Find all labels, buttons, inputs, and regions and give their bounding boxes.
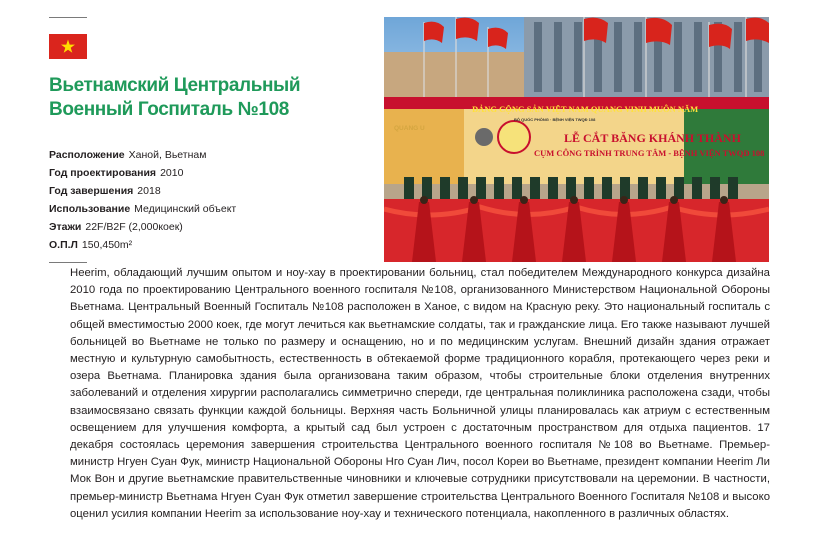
spec-value: Ханой, Вьетнам bbox=[128, 149, 207, 161]
title-line-1: Вьетнамский Центральный bbox=[49, 75, 301, 96]
spec-label: Этажи bbox=[49, 221, 82, 233]
spec-value: Медицинский объект bbox=[134, 203, 237, 215]
project-description: Heerim, обладающий лучшим опытом и ноу-хау в проектировании больниц, стал победителем Международного конкурса дизайна 2010 года по проектированию Центрального военного госпиталя №108, организованного Министерством Национальной Обороны Вьетнама. Центральный Военный Госпиталь №108 расположен в Ханое, с видом на Красную реку. Это национальный госпиталь с общей вместимостью 2000 коек, где могут лечиться как вьетнамские солдаты, так и гражданские лица. Его также называют лучшей больницей во Вьетнаме не только по размеру и оснащению, но и по медицинским услугам. Внешний дизайн здания отражает местную и культурную самобытность, естественность в обтекаемой форме традиционного корабля, протекающего через реки и озера Вьетнама. Планировка здания была организована таким образом, чтобы строительные блоки отделения внутренних заболеваний и отделения хирургии располагались симметрично спереди, где центральная поликлиника расположена сзади, чтобы взаимосвязано связать функции каждой больницы. Верхняя часть Больничной улицы планировалась как атриум с естественным освещением для улучшения комфорта, а крытый сад был устроен с достаточным пространством для отдыха пациентов. 17 декабря состоялась церемония завершения строительства Центрального военного госпиталя №108 во Вьетнаме. Премьер-министр Нгуен Суан Фук, министр Национальной Обороны Нго Суан Лич, посол Кореи во Вьетнаме, президент компании Heerim Ли Мок Вон и другие вьетнамские правительственные чиновники и ключевые сотрудники присутствовали на церемонии. В частности, премьер-министр Вьетнама Нгуен Суан Фук отметил завершение строительства Центрального Военного Госпиталя №108 и высоко оценил усилия компании Heerim за использование ноу-хау и технического потенциала, накопленного в различных областях. bbox=[70, 267, 770, 520]
banner-sub-text: CỤM CÔNG TRÌNH TRUNG TÂM - BỆNH VIỆN TWQĐ 108 bbox=[534, 148, 765, 158]
spec-value: 22F/B2F (2,000коек) bbox=[85, 221, 183, 233]
ceremony-photo bbox=[384, 17, 769, 262]
vietnam-flag-icon bbox=[49, 34, 87, 59]
spec-label: Расположение bbox=[49, 149, 125, 161]
spec-location bbox=[49, 146, 349, 164]
spec-value: 150,450m² bbox=[81, 239, 133, 251]
spec-design-year bbox=[49, 164, 349, 182]
page-title bbox=[49, 74, 349, 122]
banner-main-text: LỄ CẮT BĂNG KHÁNH THÀNH bbox=[564, 131, 741, 145]
banner-top-text: ĐẢNG CỘNG SẢN VIỆT NAM QUANG VINH MUÔN NĂM bbox=[472, 104, 699, 114]
middle-divider bbox=[49, 262, 87, 263]
spec-label: Год проектирования bbox=[49, 167, 157, 179]
title-line-2: Военный Госпиталь №108 bbox=[49, 99, 289, 120]
spec-value: 2018 bbox=[137, 185, 161, 197]
spec-label: Использование bbox=[49, 203, 131, 215]
banner-org-text: BỘ QUỐC PHÒNG · BỆNH VIỆN TWQĐ 108 bbox=[514, 117, 596, 122]
spec-label: О.П.Л bbox=[49, 239, 78, 251]
project-specs bbox=[49, 146, 349, 254]
spec-label: Год завершения bbox=[49, 185, 134, 197]
spec-area bbox=[49, 236, 349, 254]
spec-completion-year bbox=[49, 182, 349, 200]
spec-floors bbox=[49, 218, 349, 236]
banner-left-text: QUANG U bbox=[394, 125, 425, 132]
spec-use bbox=[49, 200, 349, 218]
top-divider bbox=[49, 17, 87, 18]
spec-value: 2010 bbox=[160, 167, 184, 179]
